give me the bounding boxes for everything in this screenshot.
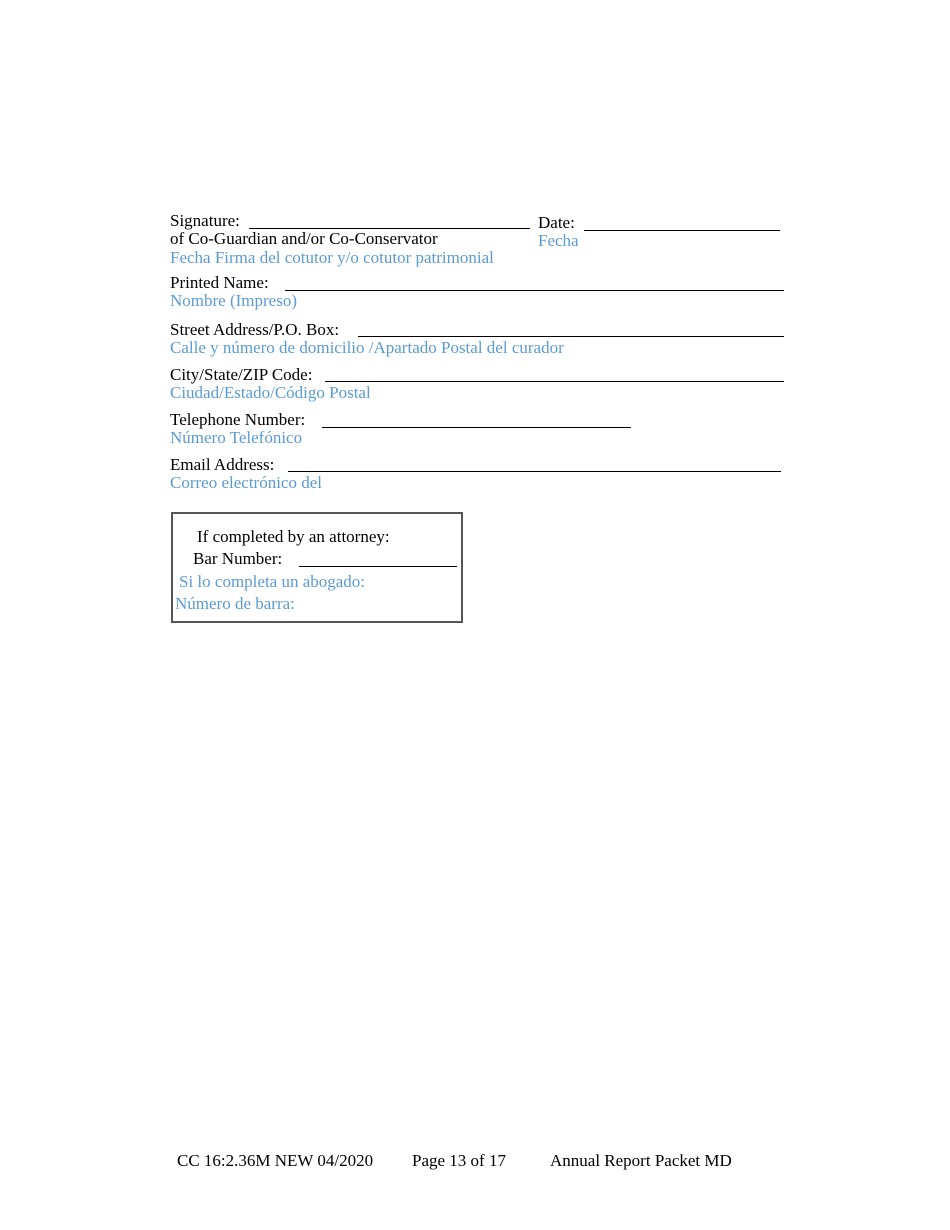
printed-name-field[interactable] [285,290,784,291]
date-spanish-label: Fecha [538,231,579,250]
telephone-field[interactable] [322,427,631,428]
bar-number-field[interactable] [299,566,457,567]
date-label: Date: [538,213,575,232]
city-state-zip-spanish-label: Ciudad/Estado/Código Postal [170,383,371,402]
email-spanish-label: Correo electrónico del [170,473,322,492]
telephone-spanish-label: Número Telefónico [170,428,303,447]
street-address-label: Street Address/P.O. Box: [170,320,340,339]
street-address-field[interactable] [358,336,784,337]
email-label: Email Address: [170,455,275,474]
signature-label: Signature: [170,211,240,230]
printed-name-label: Printed Name: [170,273,269,292]
bar-number-spanish-label: Número de barra: [175,594,295,613]
signature-spanish-label: Fecha Firma del cotutor y/o cotutor patrimonial [170,248,494,267]
date-field[interactable] [584,230,780,231]
footer-packet-name: Annual Report Packet MD [550,1151,732,1170]
street-address-spanish-label: Calle y número de domicilio /Apartado Postal del curador [170,338,564,357]
city-state-zip-label: City/State/ZIP Code: [170,365,313,384]
attorney-spanish-heading: Si lo completa un abogado: [179,572,366,591]
footer-page-number: Page 13 of 17 [412,1151,506,1170]
printed-name-spanish-label: Nombre (Impreso) [170,291,297,310]
footer-form-code: CC 16:2.36M NEW 04/2020 [177,1151,374,1170]
telephone-label: Telephone Number: [170,410,306,429]
bar-number-label: Bar Number: [193,549,283,568]
email-field[interactable] [288,471,781,472]
attorney-box [171,512,463,623]
signature-sublabel: of Co-Guardian and/or Co-Conservator [170,229,438,248]
city-state-zip-field[interactable] [325,381,784,382]
attorney-heading: If completed by an attorney: [197,527,390,546]
